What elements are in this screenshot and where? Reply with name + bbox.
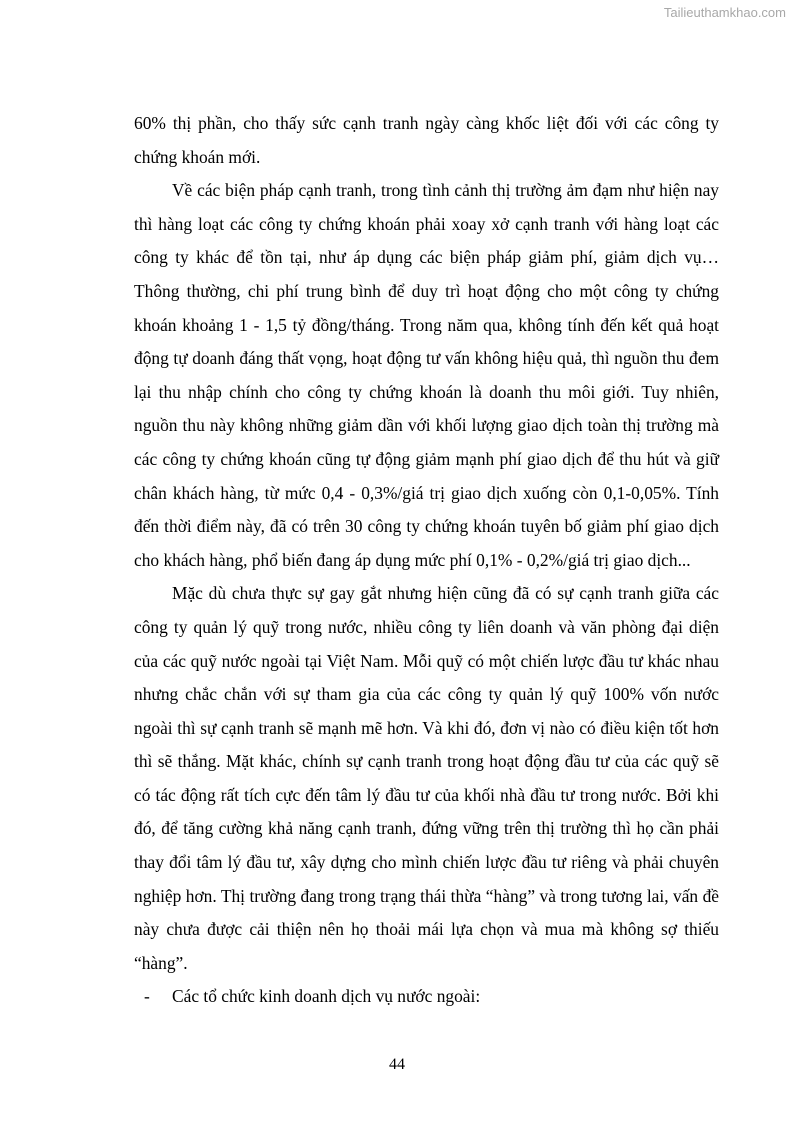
paragraph-3: Mặc dù chưa thực sự gay gắt nhưng hiện cũng đã có sự cạnh tranh giữa các công ty quản lý quỹ trong nước, nhiều công ty liên doanh và văn phòng đại diện của các quỹ nước ngoài tại Việt Nam. Mỗi quỹ có một chiến lược đầu tư khác nhau nhưng chắc chắn với sự tham gia của các công ty quản lý quỹ 100% vốn nước ngoài thì sự cạnh tranh sẽ mạnh mẽ hơn. Và khi đó, đơn vị nào có điều kiện tốt hơn thì sẽ thắng. Mặt khác, chính sự cạnh tranh trong hoạt động đầu tư của các quỹ sẽ có tác động rất tích cực đến tâm lý đầu tư của khối nhà đầu tư trong nước. Bởi khi đó, để tăng cường khả năng cạnh tranh, đứng vững trên thị trường thì họ cần phải thay đổi tâm lý đầu tư, xây dựng cho mình chiến lược đầu tư riêng và phải chuyên nghiệp hơn. Thị trường đang trong trạng thái thừa “hàng” và trong tương lai, vấn đề này chưa được cải thiện nên họ thoải mái lựa chọn và mua mà không sợ thiếu “hàng”.	[134, 583, 719, 973]
page-number: 44	[389, 1056, 405, 1073]
paragraph-1: 60% thị phần, cho thấy sức cạnh tranh ngày càng khốc liệt đối với các công ty chứng khoán mới.	[134, 113, 719, 167]
watermark: Tailieuthamkhao.com	[663, 5, 786, 20]
paragraph-2: Về các biện pháp cạnh tranh, trong tình cảnh thị trường ảm đạm như hiện nay thì hàng loạt các công ty chứng khoán phải xoay xở cạnh tranh với hàng loạt các công ty khác để tồn tại, như áp dụng các biện pháp giảm phí, giảm dịch vụ… Thông thường, chi phí trung bình để duy trì hoạt động cho một công ty chứng khoán khoảng 1 - 1,5 tỷ đồng/tháng. Trong năm qua, không tính đến kết quả hoạt động tự doanh đáng thất vọng, hoạt động tư vấn không hiệu quả, thì nguồn thu đem lại thu nhập chính cho công ty chứng khoán là doanh thu môi giới. Tuy nhiên, nguồn thu này không những giảm dần với khối lượng giao dịch toàn thị trường mà các công ty chứng khoán cũng tự động giảm mạnh phí giao dịch để thu hút và giữ chân khách hàng, từ mức 0,4 - 0,3%/giá trị giao dịch xuống còn 0,1-0,05%. Tính đến thời điểm này, đã có trên 30 công ty chứng khoán tuyên bố giảm phí giao dịch cho khách hàng, phổ biến đang áp dụng mức phí 0,1% - 0,2%/giá trị giao dịch...	[134, 180, 719, 570]
bullet-mark: -	[144, 986, 150, 1007]
document-body	[134, 107, 719, 1014]
bullet-list-item	[134, 980, 719, 1014]
bullet-text: Các tổ chức kinh doanh dịch vụ nước ngoài:	[172, 986, 481, 1007]
